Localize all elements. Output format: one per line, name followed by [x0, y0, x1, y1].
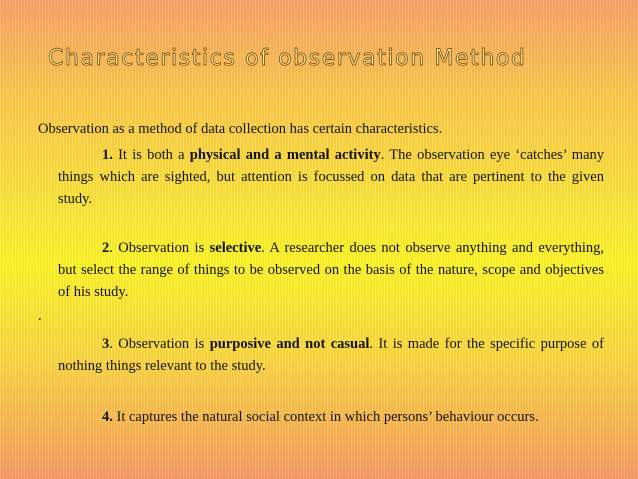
point-1-post: . The observation eye ‘catches’ many things which are sighted, but attention is focussed on data that are pertinent to the given study.: [58, 147, 605, 207]
point-3-number: 3: [102, 336, 110, 352]
point-2-pre: . Observation is: [109, 240, 210, 256]
point-3: [58, 333, 604, 377]
intro-text: Observation as a method of data collection has certain characteristics.: [38, 121, 443, 137]
slide-title: Characteristics of observation Method: [48, 46, 527, 71]
point-3-bold: purposive and not casual: [209, 336, 370, 352]
point-3-pre: . Observation is: [109, 336, 210, 352]
point-2-post: . A researcher does not observe anything and everything, but select the range of things to be observed on the basis of the nature, scope and objectives of his study.: [58, 240, 604, 300]
point-2-bold: selective: [209, 240, 262, 256]
point-1-pre: It is both a: [112, 147, 190, 163]
point-1: [58, 144, 604, 210]
point-2-number: 2: [102, 240, 110, 256]
point-1-number: 1.: [102, 147, 113, 163]
point-3-post: . It is made for the specific purpose of nothing things relevant to the study.: [58, 336, 605, 374]
point-4-pre: It captures the natural social context in which persons’ behaviour occurs.: [112, 409, 539, 425]
point-4: [58, 406, 604, 428]
point-2: [58, 237, 604, 303]
separator-dot: .: [38, 308, 42, 324]
point-1-bold: physical and a mental activity: [189, 147, 381, 163]
point-4-number: 4.: [102, 409, 113, 425]
